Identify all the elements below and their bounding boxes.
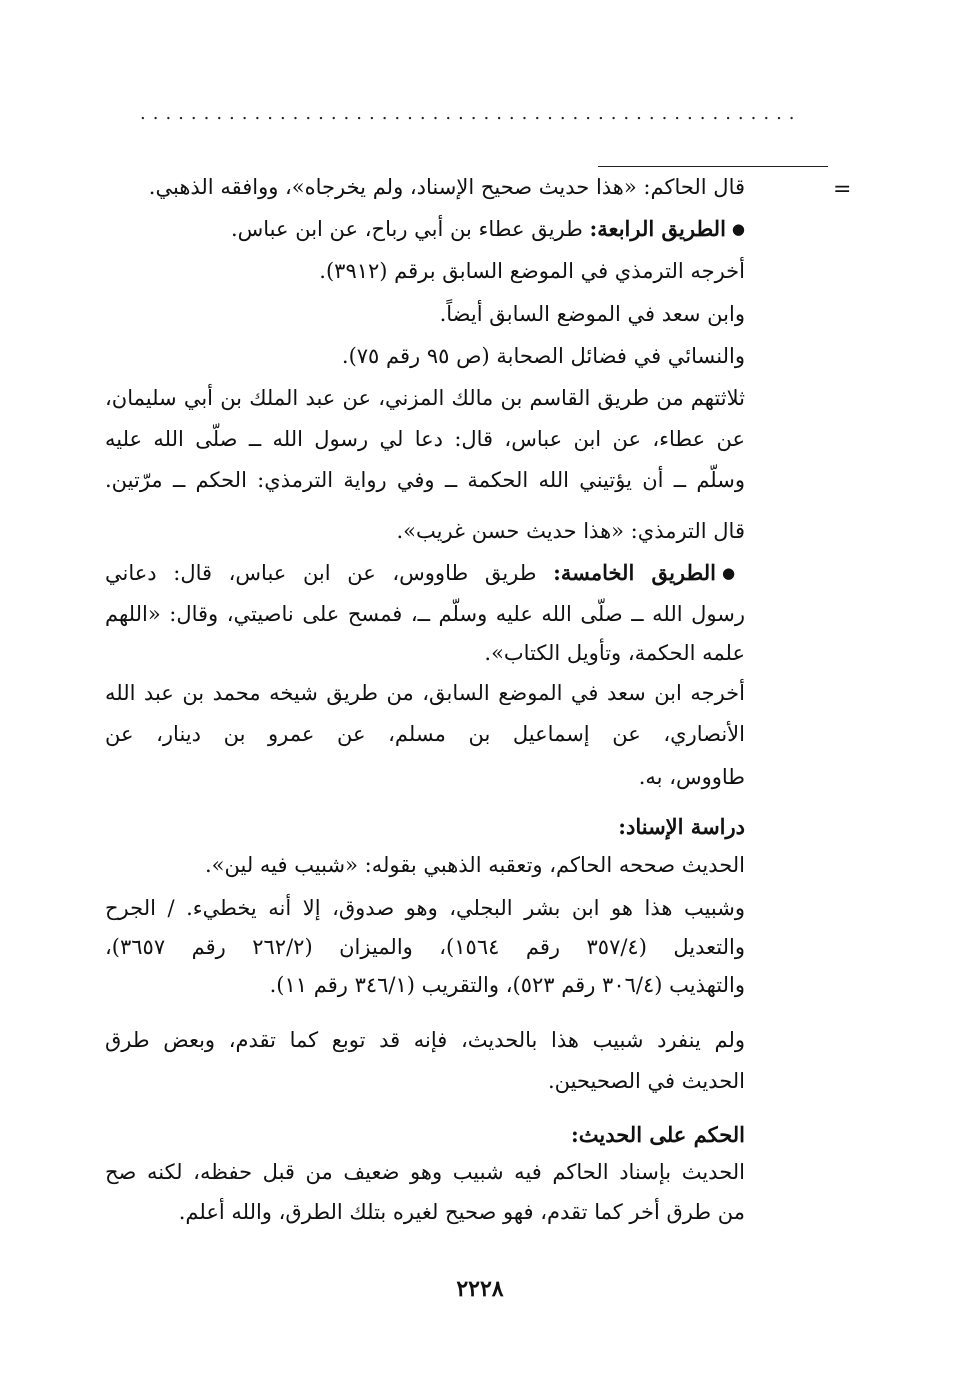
text-line: أخرجه ابن سعد في الموضع السابق، من طريق شيخه محمد بن عبد الله [105, 681, 745, 705]
text-line: ثلاثتهم من طريق القاسم بن مالك المزني، عن عبد الملك بن أبي سليمان، [105, 386, 745, 410]
text-line: وسلّم ــ أن يؤتيني الله الحكمة ــ وفي رواية الترمذي: الحكم ــ مرّتين. [105, 468, 745, 492]
page-number: ٢٢٢٨ [456, 1276, 504, 1302]
text-line: طاووس، به. [638, 765, 745, 789]
text-line: ● الطريق الرابعة: طريق عطاء بن أبي رباح، عن ابن عباس. [105, 212, 745, 246]
text-line: ولم ينفرد شبيب هذا بالحديث، فإنه قد توبع كما تقدم، وبعض طرق [105, 1028, 745, 1052]
text-line: الأنصاري، عن إسماعيل بن مسلم، عن عمرو بن دينار، عن [105, 722, 745, 746]
section-heading: الحكم على الحديث: [571, 1122, 745, 1147]
text-line: قال الحاكم: «هذا حديث صحيح الإسناد، ولم يخرجاه»، ووافقه الذهبي. [148, 175, 745, 199]
text-line: رسول الله ــ صلّى الله عليه وسلّم ــ، فمسح على ناصيتي، وقال: «اللهم [105, 602, 745, 626]
section-heading: دراسة الإسناد: [618, 814, 745, 839]
text-line: ● الطريق الخامسة: طريق طاووس، عن ابن عباس، قال: دعاني [105, 556, 745, 590]
section-label: الطريق الرابعة: [589, 216, 726, 241]
continuation-mark: = [833, 177, 852, 202]
text-line: أخرجه الترمذي في الموضع السابق برقم (٣٩١٢). [319, 259, 745, 283]
text-line: الحديث في الصحيحين. [547, 1069, 745, 1093]
text-line: الحديث صححه الحاكم، وتعقبه الذهبي بقوله: «شبيب فيه لين». [205, 853, 745, 877]
section-label: الطريق الخامسة: [553, 560, 716, 585]
text-line: والتعديل (٣٥٧/٤ رقم ١٥٦٤)، والميزان (٢٦٢/٢ رقم ٣٦٥٧)، [105, 935, 746, 959]
text-line: وابن سعد في الموضع السابق أيضاً. [439, 302, 745, 326]
text-line: علمه الحكمة، وتأويل الكتاب». [484, 641, 745, 665]
text-line: الحديث بإسناد الحاكم فيه شبيب وهو ضعيف من قبل حفظه، لكنه صح [105, 1160, 745, 1184]
text-line: والنسائي في فضائل الصحابة (ص ٩٥ رقم ٧٥). [341, 344, 745, 368]
text-line: عن عطاء، عن ابن عباس، قال: دعا لي رسول الله ــ صلّى الله عليه [105, 427, 745, 451]
text-line: من طرق أخر كما تقدم، فهو صحيح لغيره بتلك الطرق، والله أعلم. [178, 1200, 745, 1224]
text-line: والتهذيب (٣٠٦/٤ رقم ٥٢٣)، والتقريب (٣٤٦/١ رقم ١١). [269, 973, 745, 997]
text-line: وشبيب هذا هو ابن بشر البجلي، وهو صدوق، إلا أنه يخطيء. / الجرح [105, 896, 745, 920]
text-line: قال الترمذي: «هذا حديث حسن غريب». [396, 519, 745, 543]
dotted-separator: .................................................... [140, 108, 802, 120]
footnote-rule [598, 166, 828, 167]
